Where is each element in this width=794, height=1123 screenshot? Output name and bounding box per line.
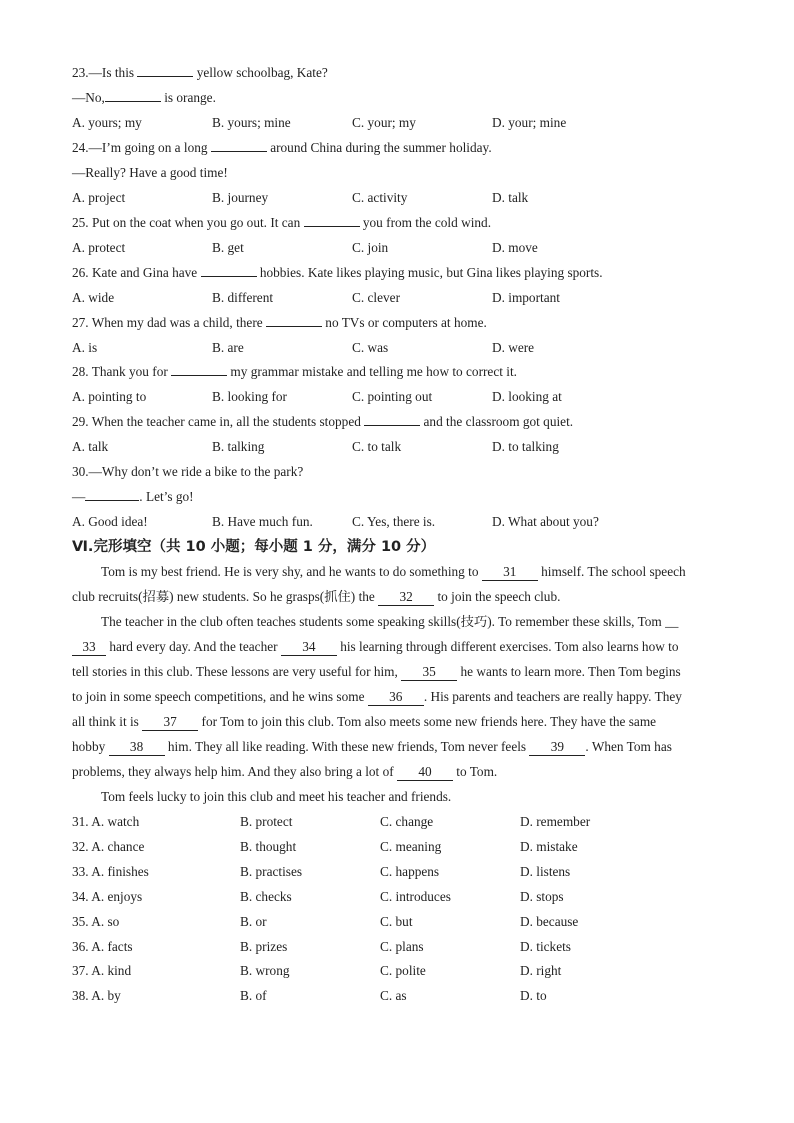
option-b: B. get [212,240,244,255]
question-27-stem [72,314,487,332]
stem-text: 24.—I’m going on a long [72,140,211,155]
passage-text: hobby [72,739,109,754]
option-d: D. right [520,963,562,978]
question-25-stem [72,214,491,232]
question-23-stem [72,64,328,82]
stem-text: 28. Thank you for [72,364,172,379]
passage-text: he wants to learn more. Then Tom begins [457,664,681,679]
option-b: B. different [212,290,274,305]
option-d: D. remember [520,814,591,829]
answer-blank [211,139,267,152]
numbered-blank-33: 33 [72,639,106,656]
option-c: C. happens [380,864,440,879]
option-d: D. mistake [520,839,578,854]
passage-line [72,663,722,681]
passage-text: to join the speech club. [434,589,561,604]
option-c: C. pointing out [352,389,433,404]
question-29-stem [72,413,573,431]
option-a: A. pointing to [72,389,147,404]
passage-line [72,738,722,756]
passage-text: The teacher in the club often teaches students some speaking skills(技巧). To remember these skills, Tom [101,614,666,629]
option-a: 34. A. enjoys [72,889,143,904]
passage-text: problems, they always help him. And they also bring a lot of [72,764,397,779]
question-26-stem [72,264,603,282]
answer-blank [266,314,322,327]
passage-line [72,713,722,731]
stem-text: 25. Put on the coat when you go out. It can [72,215,304,230]
option-d: D. What about you? [492,514,599,529]
passage-text: tell stories in this club. These lessons are very useful for him, [72,664,402,679]
stem-text: 26. Kate and Gina have [72,265,201,280]
option-d: D. talk [492,190,529,205]
numbered-blank-36: 36 [368,689,424,706]
option-b: B. looking for [212,389,287,404]
passage-text: __ [665,614,679,629]
option-a: 35. A. so [72,914,120,929]
passage-text: his learning through different exercises. Tom also learns how to [336,639,679,654]
question-23-reply [72,89,216,107]
option-b: B. talking [212,439,265,454]
question-30-reply [72,488,194,506]
option-d: D. because [520,914,579,929]
option-b: B. protect [240,814,293,829]
option-d: D. your; mine [492,115,567,130]
passage-text: all think it is [72,714,143,729]
passage-line [72,638,722,656]
passage-text: to join in some speech competitions, and he wins some [72,689,368,704]
option-c: C. as [380,988,407,1003]
stem-text: 27. When my dad was a child, there [72,315,266,330]
passage-line [72,588,722,606]
passage-text: him. They all like reading. With these new friends, Tom never feels [164,739,530,754]
passage-text: . When Tom has [585,739,672,754]
option-d: D. important [492,290,560,305]
option-a: 37. A. kind [72,963,132,978]
numbered-blank-37: 37 [142,714,198,731]
passage-text: . His parents and teachers are really happy. They [423,689,682,704]
option-c: C. activity [352,190,408,205]
answer-blank [304,214,360,227]
numbered-blank-39: 39 [529,739,585,756]
stem-text: and the classroom got quiet. [420,414,574,429]
option-c: C. but [380,914,413,929]
option-a: A. wide [72,290,115,305]
option-a: A. project [72,190,126,205]
option-d: D. move [492,240,538,255]
option-a: A. talk [72,439,109,454]
option-d: D. to talking [492,439,559,454]
option-c: C. clever [352,290,400,305]
numbered-blank-32: 32 [378,589,434,606]
option-c: C. change [380,814,434,829]
option-b: B. wrong [240,963,290,978]
numbered-blank-40: 40 [397,764,453,781]
question-30-stem: 30.—Why don’t we ride a bike to the park? [72,464,304,479]
passage-text: Tom is my best friend. He is very shy, and he wants to do something to [101,564,482,579]
option-b: B. Have much fun. [212,514,313,529]
option-d: D. stops [520,889,564,904]
stem-text: around China during the summer holiday. [266,140,492,155]
option-a: 33. A. finishes [72,864,149,879]
option-b: B. checks [240,889,292,904]
answer-blank [105,89,161,102]
option-a: 38. A. by [72,988,121,1003]
question-24-stem [72,139,492,157]
option-b: B. of [240,988,267,1003]
option-c: C. plans [380,939,424,954]
question-28-stem [72,363,517,381]
stem-text: you from the cold wind. [359,215,492,230]
passage-line [72,688,722,706]
option-b: B. are [212,340,244,355]
option-c: C. join [352,240,389,255]
passage-text: hard every day. And the teacher [106,639,281,654]
option-b: B. thought [240,839,297,854]
numbered-blank-35: 35 [401,664,457,681]
stem-text: 29. When the teacher came in, all the students stopped [72,414,365,429]
passage-text: himself. The school speech [537,564,686,579]
option-d: D. tickets [520,939,571,954]
reply-text: . Let’s go! [139,489,194,504]
stem-text: no TVs or computers at home. [321,315,487,330]
option-a: 36. A. facts [72,939,133,954]
numbered-blank-34: 34 [281,639,337,656]
option-d: D. were [492,340,535,355]
option-b: B. prizes [240,939,288,954]
option-c: C. polite [380,963,426,978]
option-a: 31. A. watch [72,814,140,829]
option-a: 32. A. chance [72,839,145,854]
question-24-reply: —Really? Have a good time! [72,165,228,180]
reply-text: — [72,489,86,504]
stem-text: yellow schoolbag, Kate? [193,65,328,80]
reply-text: is orange. [160,90,216,105]
section-title: Ⅵ.完形填空（共 10 小题；每小题 1 分，满分 10 分） [72,539,436,555]
option-b: B. practises [240,864,303,879]
answer-blank [137,64,193,77]
passage-line [72,763,722,781]
option-a: A. yours; my [72,115,142,130]
passage-text: for Tom to join this club. Tom also meets some new friends here. They have the same [198,714,657,729]
stem-text: hobbies. Kate likes playing music, but Gina likes playing sports. [256,265,603,280]
passage-line [101,613,751,631]
option-c: C. Yes, there is. [352,514,436,529]
option-c: C. introduces [380,889,451,904]
stem-text: 23.—Is this [72,65,138,80]
option-a: A. protect [72,240,126,255]
option-c: C. meaning [380,839,442,854]
answer-blank [364,413,420,426]
passage-text: to Tom. [452,764,498,779]
option-b: B. journey [212,190,269,205]
option-c: C. to talk [352,439,402,454]
numbered-blank-31: 31 [482,564,538,581]
option-a: A. Good idea! [72,514,148,529]
option-d: D. listens [520,864,571,879]
option-a: A. is [72,340,98,355]
passage-text: club recruits(招募) new students. So he grasps(抓住) the [72,589,379,604]
option-b: B. or [240,914,267,929]
option-d: D. to [520,988,547,1003]
option-d: D. looking at [492,389,562,404]
answer-blank [201,264,257,277]
reply-text: —No, [72,90,105,105]
answer-blank [171,363,227,376]
answer-blank [85,488,139,501]
passage-line [101,563,751,581]
numbered-blank-38: 38 [109,739,165,756]
stem-text: my grammar mistake and telling me how to correct it. [227,364,517,379]
passage-line: Tom feels lucky to join this club and meet his teacher and friends. [101,789,452,804]
option-b: B. yours; mine [212,115,291,130]
option-c: C. was [352,340,389,355]
option-c: C. your; my [352,115,416,130]
